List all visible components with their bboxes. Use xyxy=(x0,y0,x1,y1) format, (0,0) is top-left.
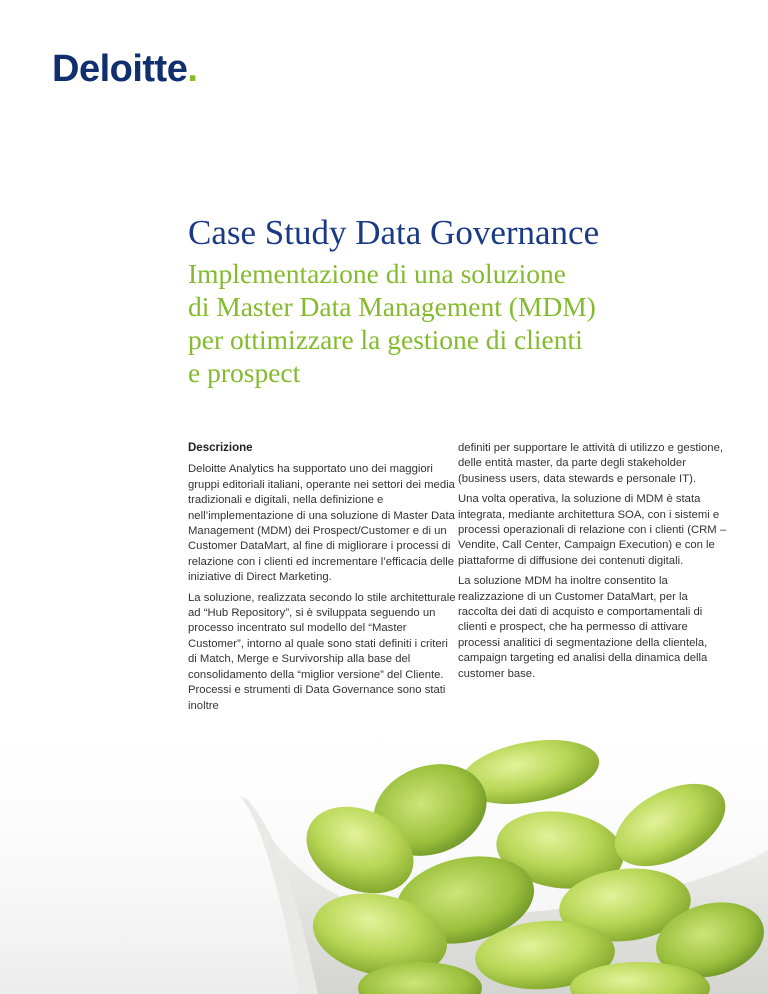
paragraph: Una volta operativa, la soluzione di MDM è stata integrata, mediante architettura SOA, con i sistemi e processi operazionali di relazione con i clienti (CRM – Vendite, Call Center, Campaign Execution) e con le piattaforme di diffusione dei contenuti digitali. xyxy=(458,493,727,567)
document-title: Case Study Data Governance xyxy=(188,213,600,252)
subtitle-line: per ottimizzare la gestione di clienti xyxy=(188,324,583,355)
deloitte-logo xyxy=(52,50,197,88)
paragraph: Deloitte Analytics ha supportato uno dei maggiori gruppi editoriali italiani, operante nei settori dei media tradizionali e digitali, nella definizione e nell’implementazione di una soluzione di Master Data Management (MDM) dei Prospect/Customer e di un Customer DataMart, al fine di migliorare i processi di relazione con i clienti ed incrementare l’efficacia delle iniziative di Direct Marketing. xyxy=(188,463,455,584)
subtitle-line: di Master Data Management (MDM) xyxy=(188,291,596,322)
document-subtitle xyxy=(188,257,728,389)
logo-dot: . xyxy=(187,48,198,90)
paragraph: La soluzione, realizzata secondo lo stile architetturale ad “Hub Repository”, si è sviluppata seguendo un processo incentrato sul modello del “Master Customer”, intorno al quale sono stati definiti i criteri di Match, Merge e Survivorship alla base del consolidamento della “miglior versione” del Cliente. Processi e strumenti di Data Governance sono stati xyxy=(188,591,456,697)
section-heading: Descrizione xyxy=(188,442,253,454)
subtitle-line: Implementazione di una soluzione xyxy=(188,258,567,289)
fava-beans-bowl-image xyxy=(0,700,768,994)
right-column xyxy=(458,441,728,687)
subtitle-line: e prospect xyxy=(188,357,301,388)
paragraph: definiti per supportare le attività di utilizzo e gestione, delle entità master, da parte degli stakeholder (business users, data stewards e personale IT). xyxy=(458,442,723,485)
paragraph: La soluzione MDM ha inoltre consentito la realizzazione di un Customer DataMart, per la raccolta dei dati di acquisto e comportamentali di clienti e prospect, che ha permesso di attivare processi analitici di segmentazione della clientela, campaign targeting ed analisi della dinamica della customer base. xyxy=(458,575,708,680)
left-column xyxy=(188,441,458,719)
logo-wordmark: Deloitte xyxy=(52,48,188,90)
